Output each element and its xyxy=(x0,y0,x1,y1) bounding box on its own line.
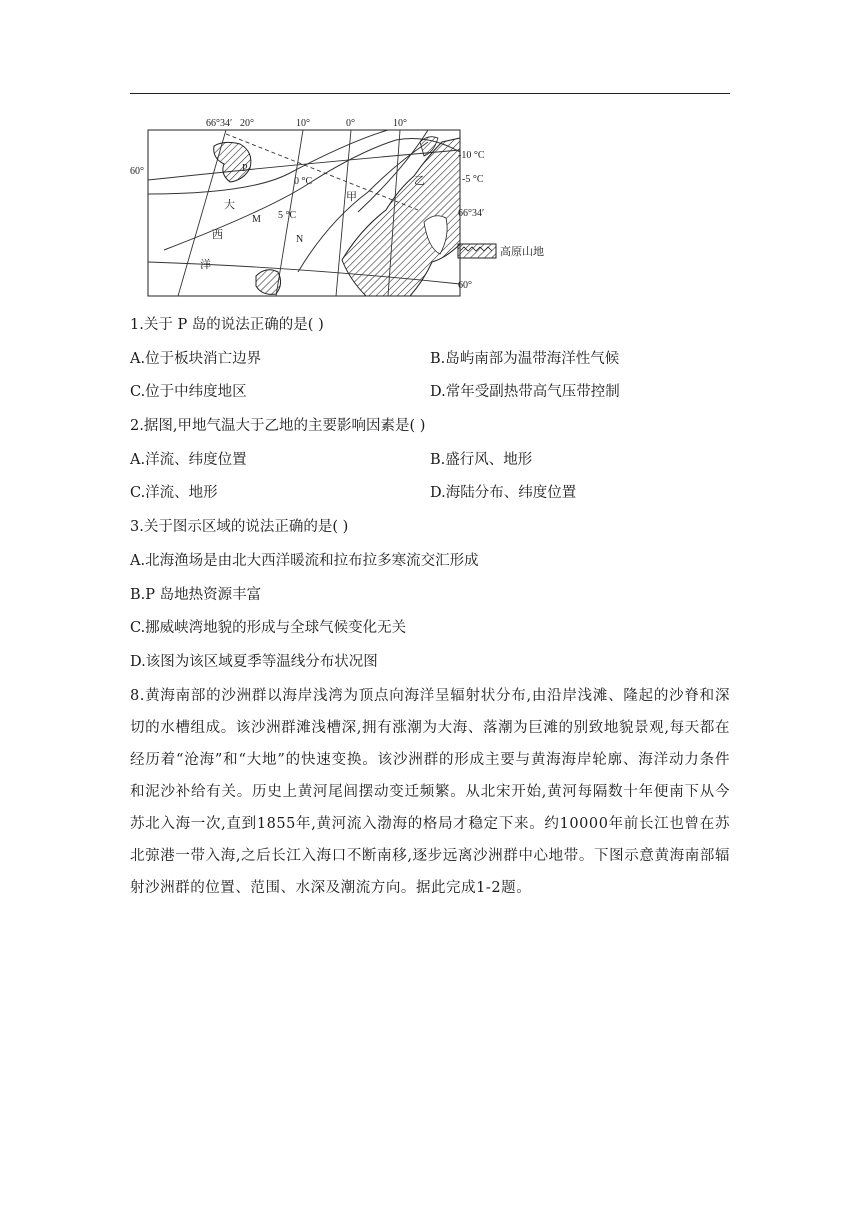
map-label-m: M xyxy=(252,214,261,225)
header-rule xyxy=(130,93,730,94)
question-1-stem: 1.关于 P 岛的说法正确的是( ) xyxy=(130,317,324,333)
map-label-xi: 西 xyxy=(212,229,223,241)
question-1-option-c: C.位于中纬度地区 xyxy=(130,384,247,400)
map-top-label-3: 10° xyxy=(296,118,310,129)
question-3-option-c: C.挪威峡湾地貌的形成与全球气候变化无关 xyxy=(130,620,407,636)
question-1-option-d: D.常年受副热带高气压带控制 xyxy=(430,384,620,400)
map-right-label-3: 66°34′ xyxy=(458,208,485,219)
map-label-da: 大 xyxy=(224,199,235,211)
question-2-option-a: A.洋流、纬度位置 xyxy=(130,452,247,468)
question-3-option-a: A.北海渔场是由北大西洋暖流和拉布拉多寒流交汇形成 xyxy=(130,553,479,569)
map-top-label-5: 10° xyxy=(393,118,407,129)
question-3-stem: 3.关于图示区域的说法正确的是( ) xyxy=(130,519,349,535)
map-top-label-1: 66°34′ xyxy=(206,118,233,129)
question-1-option-b: B.岛屿南部为温带海洋性气候 xyxy=(430,351,620,367)
map-label-n: N xyxy=(296,234,304,245)
passage-paragraph: 8.黄海南部的沙洲群以海岸浅湾为顶点向海洋呈辐射状分布,由沿岸浅滩、隆起的沙脊和深切的水槽组成。该沙洲群滩浅槽深,拥有涨潮为大海、落潮为巨滩的别致地貌景观,每天都在经历着“沧海”和“大地”的快速变换。该沙洲群的形成主要与黄海海岸轮廓、海洋动力条件和泥沙补给有关。历史上黄河尾闾摆动变迁频繁。从北宋开始,黄河每隔数十年便南下从今苏北入海一次,直到1855年,黄河流入渤海的格局才稳定下来。约10000年前长江也曾在苏北弶港一带入海,之后长江入海口不断南移,逐步远离沙洲群中心地带。下图示意黄海南部辐射沙洲群的位置、范围、水深及潮流方向。据此完成1-2题。 xyxy=(130,688,730,896)
question-2-option-d: D.海陆分布、纬度位置 xyxy=(430,485,577,501)
map-label-5c: 5 °C xyxy=(278,210,297,221)
map-label-yi: 乙 xyxy=(414,175,425,187)
legend-label: 高原山地 xyxy=(500,246,544,258)
map-right-label-4: 60° xyxy=(458,280,472,291)
map-label-jia: 甲 xyxy=(346,191,357,203)
map-top-label-2: 20° xyxy=(240,118,254,129)
question-3-option-d: D.该图为该区域夏季等温线分布状况图 xyxy=(130,654,378,670)
map-top-label-4: 0° xyxy=(346,118,355,129)
map-right-label-1: -10 °C xyxy=(458,150,485,161)
question-2-stem: 2.据图,甲地气温大于乙地的主要影响因素是( ) xyxy=(130,418,426,434)
map-left-label: 60° xyxy=(130,166,144,177)
question-2-option-c: C.洋流、地形 xyxy=(130,485,218,501)
question-2-option-b: B.盛行风、地形 xyxy=(430,452,533,468)
map-label-yang: 洋 xyxy=(200,259,211,271)
map-label-0c: 0 °C xyxy=(294,176,313,187)
isotherm-map xyxy=(128,112,558,302)
question-1-option-a: A.位于板块消亡边界 xyxy=(130,351,262,367)
legend-swatch xyxy=(458,244,496,258)
question-3-option-b: B.P 岛地热资源丰富 xyxy=(130,587,262,603)
map-right-label-2: -5 °C xyxy=(462,174,484,185)
map-label-p: P xyxy=(242,163,248,174)
